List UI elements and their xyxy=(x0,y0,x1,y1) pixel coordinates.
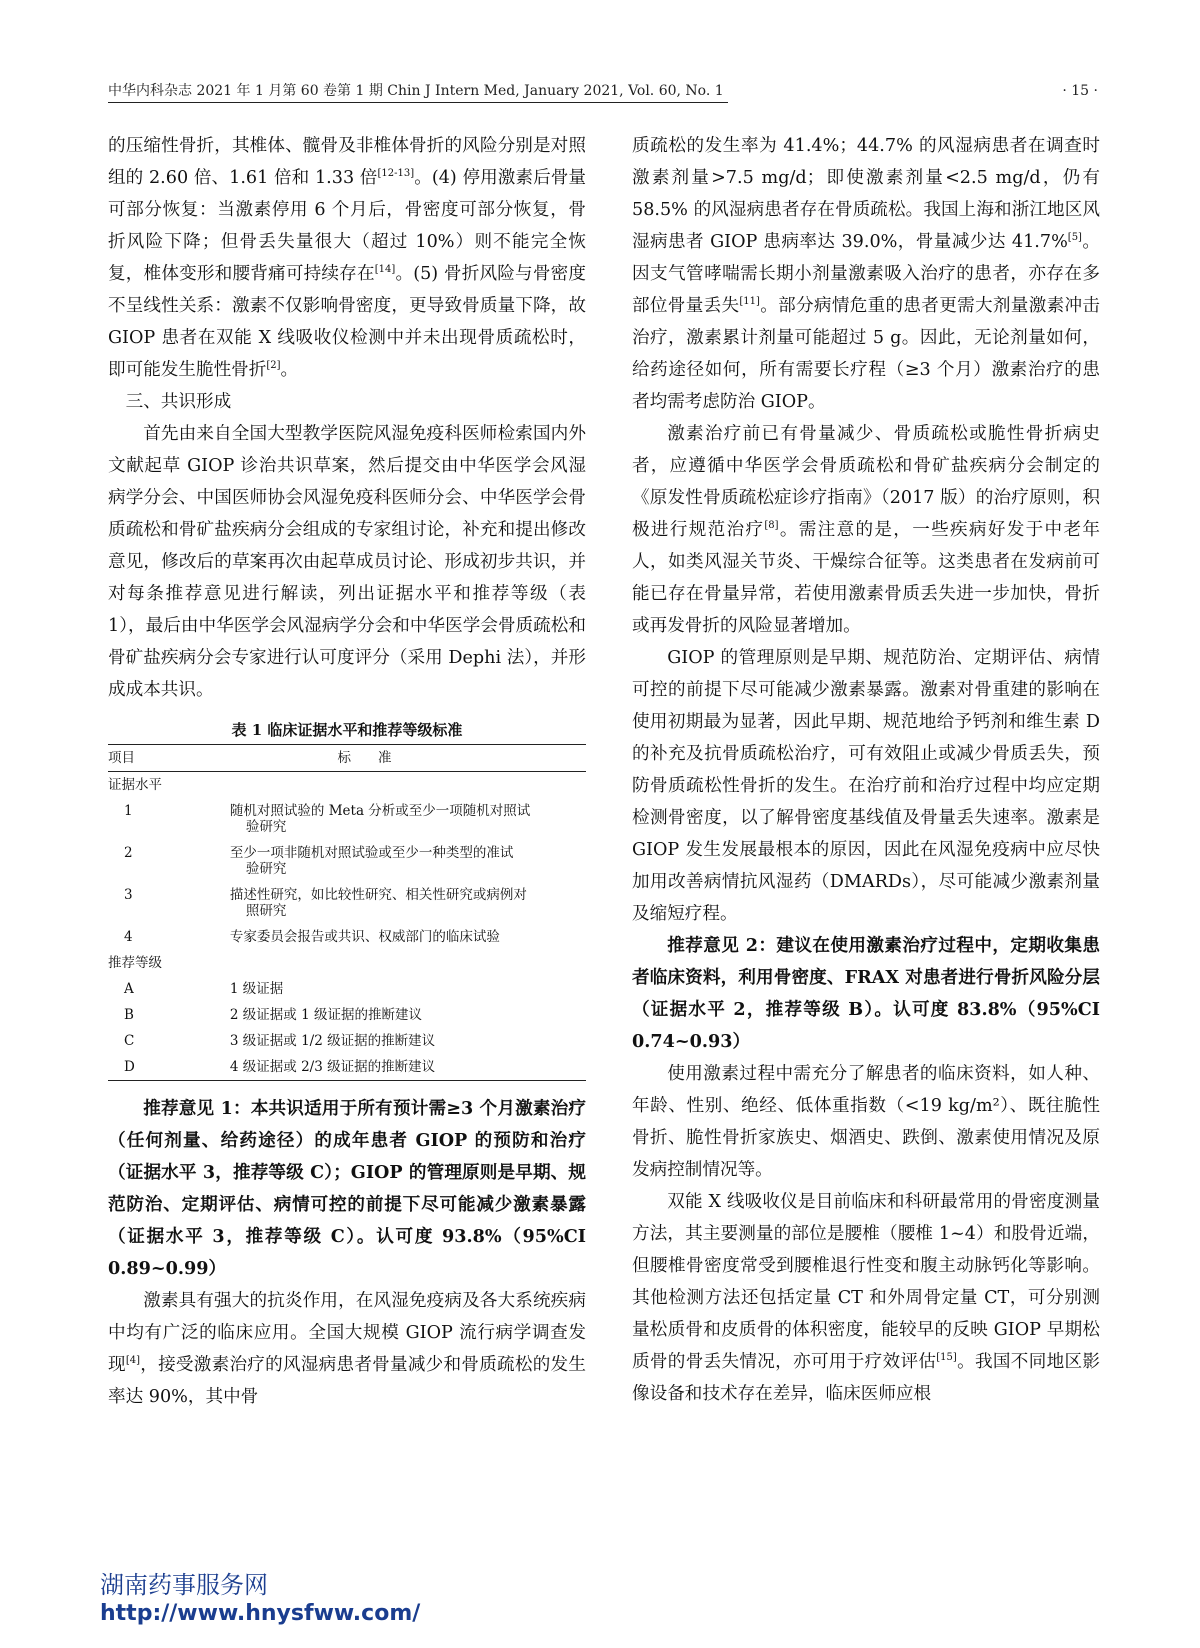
paragraph xyxy=(108,130,586,386)
recommendation-1: 推荐意见 1：本共识适用于所有预计需≥3 个月激素治疗（任何剂量、给药途径）的成年患者 GIOP 的预防和治疗（证据水平 3，推荐等级 C）；GIOP 的管理原则是早期、规范防治、定期评估、病情可控的前提下尽可能减少激素暴露（证据水平 3，推荐等级 C）。认可度 93.8%（95%CI 0.89~0.99） xyxy=(108,1098,586,1279)
citation: [2] xyxy=(266,360,281,371)
row-code: C xyxy=(124,1033,135,1049)
citation: [15] xyxy=(936,1352,957,1363)
table-header-row xyxy=(108,745,586,772)
row-code: A xyxy=(124,981,134,997)
text-run: 双能 X 线吸收仪是目前临床和科研最常用的骨密度测量方法，其主要测量的部位是腰椎（腰椎 1~4）和股骨近端，但腰椎骨密度常受到腰椎退行性变和腹主动脉钙化等影响。其他检测方法还包括定量 CT 和外周骨定量 CT，可分别测量松质骨和皮质骨的体积密度，能较早的反映 GIOP 早期松质骨的骨丢失情况，亦可用于疗效评估 xyxy=(632,1192,1100,1372)
row-desc: 专家委员会报告或共识、权威部门的临床试验 xyxy=(229,929,500,945)
desc-line: 验研究 xyxy=(245,861,287,877)
evidence-table xyxy=(108,716,586,1081)
row-code: 3 xyxy=(124,887,133,903)
table-row xyxy=(108,882,586,924)
right-column xyxy=(632,130,1100,1410)
text-run: 。 xyxy=(280,360,299,380)
paragraph xyxy=(632,130,1100,418)
desc-line: 照研究 xyxy=(245,903,287,919)
paragraph: GIOP 的管理原则是早期、规范防治、定期评估、病情可控的前提下尽可能减少激素暴露。激素对骨重建的影响在使用初期最为显著，因此早期、规范地给予钙剂和维生素 D 的补充及抗骨质疏松治疗，可有效阻止或减少骨质丢失，预防骨质疏松性骨折的发生。在治疗前和治疗过程中均应定期检测骨密度，以了解骨密度基线值及骨量丢失速率。激素是 GIOP 发生发展最根本的原因，因此在风湿免疫病中应尽快加用改善病情抗风湿药（DMARDs），尽可能减少激素剂量及缩短疗程。 xyxy=(632,648,1100,924)
table-row xyxy=(108,840,586,882)
text-run: 。我国不同地区影像设备和技术存在差异，临床医师应根 xyxy=(632,1352,1100,1404)
desc-line: 验研究 xyxy=(245,819,287,835)
running-header xyxy=(108,80,1098,102)
table-group-row xyxy=(108,950,586,976)
page-number: · 15 · xyxy=(1062,83,1098,99)
citation: [11] xyxy=(739,296,760,307)
row-desc xyxy=(230,840,586,882)
table-caption: 表 1 临床证据水平和推荐等级标准 xyxy=(231,721,463,739)
row-code: 4 xyxy=(124,929,133,945)
paragraph xyxy=(632,1186,1100,1410)
citation: [4] xyxy=(125,1355,141,1366)
table-row xyxy=(108,976,586,1002)
row-code: 2 xyxy=(124,845,133,861)
paragraph xyxy=(108,1285,586,1413)
text-run: 的压缩性骨折，其椎体、髋骨及非椎体骨折的风险分别是对照组的 2.60 倍、1.61 倍和 1.33 倍 xyxy=(108,136,586,188)
desc-line: 随机对照试验的 Meta 分析或至少一项随机对照试 xyxy=(229,803,531,819)
recommendation-2: 推荐意见 2：建议在使用激素治疗过程中，定期收集患者临床资料，利用骨密度、FRAX 对患者进行骨折风险分层（证据水平 2，推荐等级 B）。认可度 83.8%（95%CI 0.74~0.93） xyxy=(632,935,1100,1052)
paragraph: 首先由来自全国大型教学医院风湿免疫科医师检索国内外文献起草 GIOP 诊治共识草案，然后提交由中华医学会风湿病学分会、中国医师协会风湿免疫科医师分会、中华医学会骨质疏松和骨矿盐疾病分会组成的专家组讨论，补充和提出修改意见，修改后的草案再次由起草成员讨论、形成初步共识，并对每条推荐意见进行解读，列出证据水平和推荐等级（表 1），最后由中华医学会风湿病学分会和中华医学会骨质疏松和骨矿盐疾病分会专家进行认可度评分（采用 Dephi 法），并形成成本共识。 xyxy=(108,424,586,700)
text-run: ，接受激素治疗的风湿病患者骨量减少和骨质疏松的发生率达 90%，其中骨 xyxy=(108,1355,586,1407)
column-header-standard: 标准 xyxy=(337,750,419,766)
table-row xyxy=(108,1054,586,1081)
site-url[interactable]: http://www.hnysfww.com/ xyxy=(100,1601,421,1626)
group-label: 推荐等级 xyxy=(108,955,162,971)
desc-line: 描述性研究，如比较性研究、相关性研究或病例对 xyxy=(229,887,527,903)
paragraph xyxy=(632,418,1100,642)
text-run: 。因支气管哮喘需长期小剂量激素吸入治疗的患者，亦存在多部位骨量丢失 xyxy=(632,232,1100,316)
text-run: 。部分病情危重的患者更需大剂量激素冲击治疗，激素累计剂量可能超过 5 g。因此，无论剂量如何，给药途径如何，所有需要长疗程（≥3 个月）激素治疗的患者均需考虑防治 GIOP。 xyxy=(632,296,1100,412)
text-run: 。需注意的是，一些疾病好发于中老年人，如类风湿关节炎、干燥综合征等。这类患者在发病前可能已存在骨量异常，若使用激素骨质丢失进一步加快，骨折或再发骨折的风险显著增加。 xyxy=(632,520,1100,636)
site-name: 湖南药事服务网 xyxy=(100,1571,268,1599)
table-group-row xyxy=(108,772,586,799)
header-rule xyxy=(108,102,728,103)
row-desc xyxy=(230,798,586,840)
column-header-item: 项目 xyxy=(108,750,135,766)
citation: [14] xyxy=(374,264,396,275)
citation: [12-13] xyxy=(377,168,415,179)
citation: [5] xyxy=(1067,232,1082,243)
table xyxy=(108,744,586,1081)
watermark-footer xyxy=(100,1570,460,1628)
row-desc xyxy=(230,882,586,924)
row-desc: 4 级证据或 2/3 级证据的推断建议 xyxy=(229,1059,436,1075)
text-run: 激素治疗前已有骨量减少、骨质疏松或脆性骨折病史者，应遵循中华医学会骨质疏松和骨矿盐疾病分会制定的《原发性骨质疏松症诊疗指南》（2017 版）的治疗原则，积极进行规范治疗 xyxy=(632,424,1100,540)
row-code: 1 xyxy=(124,803,133,819)
citation: [8] xyxy=(764,520,779,531)
row-code: B xyxy=(124,1007,134,1023)
text-run: 。(4) 停用激素后骨量可部分恢复：当激素停用 6 个月后，骨密度可部分恢复，骨折风险下降；但骨丢失量很大（超过 10%）则不能完全恢复，椎体变形和腰背痛可持续存在 xyxy=(108,168,587,284)
text-run: 。(5) 骨折风险与骨密度不呈线性关系：激素不仅影响骨密度，更导致骨质量下降，故 GIOP 患者在双能 X 线吸收仪检测中并未出现骨质疏松时，即可能发生脆性骨折 xyxy=(108,264,586,380)
section-heading: 三、共识形成 xyxy=(125,392,232,412)
row-desc: 3 级证据或 1/2 级证据的推断建议 xyxy=(229,1033,436,1049)
desc-line: 至少一项非随机对照试验或至少一种类型的准试 xyxy=(229,845,514,861)
table-row xyxy=(108,1002,586,1028)
row-desc: 1 级证据 xyxy=(229,981,284,997)
table-row xyxy=(108,1028,586,1054)
text-run: 质疏松的发生率为 41.4%；44.7% 的风湿病患者在调查时激素剂量>7.5 mg/d；即使激素剂量<2.5 mg/d，仍有 58.5% 的风湿病患者存在骨质疏松。我国上海和浙江地区风湿病患者 GIOP 患病率达 39.0%，骨量减少达 41.7% xyxy=(632,136,1100,252)
group-label: 证据水平 xyxy=(108,777,162,793)
running-head-text: 中华内科杂志 2021 年 1 月第 60 卷第 1 期 Chin J Intern Med, January 2021, Vol. 60, No. 1 xyxy=(108,83,724,99)
row-desc: 2 级证据或 1 级证据的推断建议 xyxy=(229,1007,422,1023)
paragraph: 使用激素过程中需充分了解患者的临床资料，如人种、年龄、性别、绝经、低体重指数（<19 kg/m²）、既往脆性骨折、脆性骨折家族史、烟酒史、跌倒、激素使用情况及原发病控制情况等。 xyxy=(632,1064,1100,1180)
row-code: D xyxy=(124,1059,135,1075)
text-run: 激素具有强大的抗炎作用，在风湿免疫病及各大系统疾病中均有广泛的临床应用。全国大规模 GIOP 流行病学调查发现 xyxy=(108,1291,586,1375)
table-row xyxy=(108,924,586,950)
table-row xyxy=(108,798,586,840)
left-column xyxy=(108,130,586,1413)
